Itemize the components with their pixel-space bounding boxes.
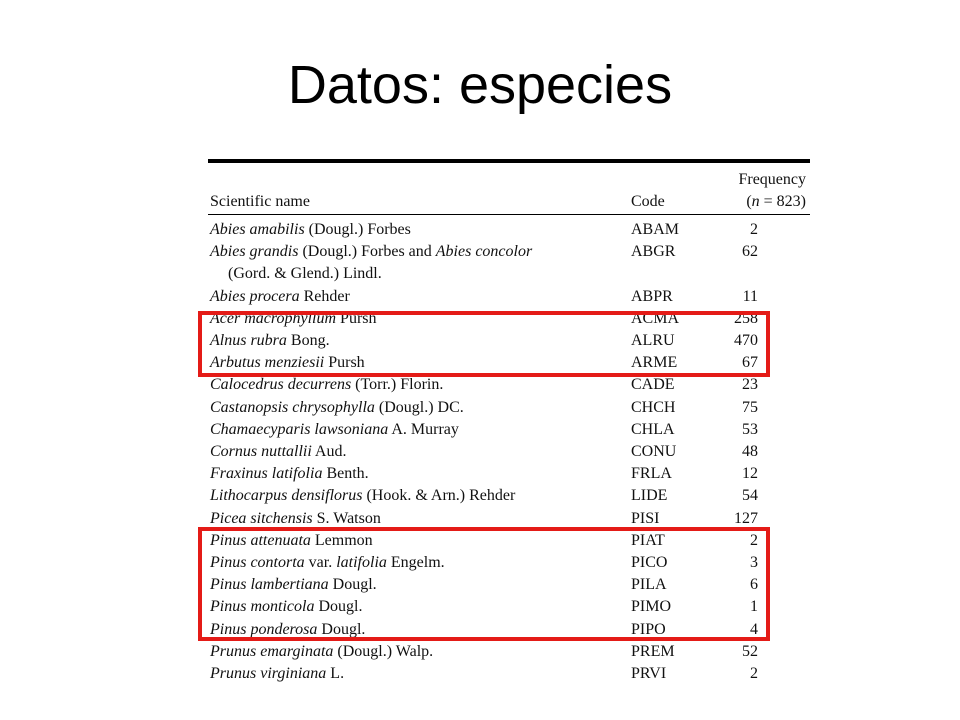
- code-cell: CHLA: [631, 420, 675, 438]
- code-cell: ABPR: [631, 287, 673, 305]
- authority-text: Lemmon: [310, 531, 373, 549]
- species-name: Pinus monticola: [210, 598, 315, 616]
- authority-text: Pursh: [336, 309, 377, 327]
- authority-text: L.: [326, 665, 345, 682]
- frequency-cell: 258: [734, 309, 758, 327]
- frequency-cell: 23: [742, 376, 758, 394]
- frequency-cell: 470: [734, 332, 758, 349]
- frequency-cell: 75: [742, 398, 758, 416]
- code-cell: CHCH: [631, 398, 676, 416]
- table-row: [208, 219, 810, 241]
- species-name: Pinus lambertiana: [210, 576, 329, 594]
- authority-text: (Hook. & Arn.) Rehder: [362, 487, 516, 505]
- species-name-secondary: Abies concolor: [435, 243, 533, 261]
- authority-text: Dougl.: [317, 620, 366, 638]
- frequency-cell: 12: [742, 465, 758, 483]
- frequency-cell: 3: [750, 554, 758, 571]
- authority-text: Aud.: [311, 443, 347, 460]
- table-row: [208, 374, 810, 396]
- species-name: Pinus ponderosa: [210, 620, 318, 638]
- species-name: Cornus nuttallii: [210, 443, 312, 460]
- header-n-value: = 823): [759, 193, 806, 210]
- authority-text: (Torr.) Florin.: [351, 376, 444, 394]
- table-row: [208, 397, 810, 419]
- species-name: Pinus contorta: [210, 554, 305, 571]
- species-name: Castanopsis chrysophylla: [210, 398, 375, 416]
- table-row: [208, 286, 810, 308]
- table-row: [208, 419, 810, 441]
- table-top-rule: [208, 159, 810, 163]
- authority-text: S. Watson: [312, 509, 381, 527]
- header-frequency-n: [746, 191, 806, 212]
- authority-text: (Gord. & Glend.) Lindl.: [228, 265, 382, 283]
- authority-text: (Dougl.) Walp.: [333, 642, 434, 660]
- table-row: [208, 241, 810, 263]
- species-name: Abies procera: [210, 287, 300, 305]
- authority-text: (Dougl.) Forbes and: [298, 243, 436, 261]
- highlight-box-acer-arbutus: [198, 311, 770, 377]
- species-name: Lithocarpus densiflorus: [210, 487, 363, 505]
- code-cell: PILA: [631, 576, 667, 594]
- authority-text: Dougl.: [314, 598, 363, 616]
- species-name: Fraxinus latifolia: [210, 465, 323, 483]
- scientific-name-cell: [210, 441, 346, 463]
- species-name: Picea sitchensis: [210, 509, 313, 527]
- code-cell: PICO: [631, 554, 668, 571]
- table-row: [208, 641, 810, 663]
- scientific-name-cell: [210, 663, 344, 685]
- slide-title: Datos: especies: [287, 55, 673, 115]
- frequency-cell: 62: [742, 243, 758, 261]
- authority-text: Pursh: [324, 354, 365, 372]
- authority-text: var.: [304, 554, 337, 571]
- table-row: [208, 263, 810, 285]
- scientific-name-cell: [210, 463, 369, 485]
- code-cell: CONU: [631, 443, 677, 460]
- code-cell: PRVI: [631, 665, 667, 682]
- species-name: Acer macrophyllum: [210, 309, 337, 327]
- code-cell: ABGR: [631, 243, 676, 261]
- frequency-cell: 4: [750, 620, 758, 638]
- scientific-name-cell: [210, 286, 350, 308]
- authority-text: (Dougl.) Forbes: [304, 221, 411, 238]
- species-name: Chamaecyparis lawsoniana: [210, 420, 389, 438]
- authority-text: Dougl.: [328, 576, 377, 594]
- frequency-cell: 54: [742, 487, 758, 505]
- frequency-cell: 2: [750, 221, 758, 238]
- species-name-secondary: latifolia: [336, 554, 387, 571]
- frequency-cell: 127: [734, 509, 758, 527]
- frequency-cell: 1: [750, 598, 758, 616]
- code-cell: LIDE: [631, 487, 668, 505]
- authority-text: Rehder: [299, 287, 350, 305]
- table-row: [208, 485, 810, 507]
- species-name: Arbutus menziesii: [210, 354, 325, 372]
- header-paren: (: [746, 193, 752, 210]
- frequency-cell: 48: [742, 443, 758, 460]
- header-code: Code: [631, 193, 665, 210]
- species-name: Calocedrus decurrens: [210, 376, 352, 394]
- frequency-cell: 6: [750, 576, 758, 594]
- code-cell: ARME: [631, 354, 678, 372]
- frequency-cell: 2: [750, 531, 758, 549]
- code-cell: ACMA: [631, 309, 680, 327]
- scientific-name-cell: [210, 641, 433, 663]
- code-cell: FRLA: [631, 465, 672, 483]
- species-name: Pinus attenuata: [210, 531, 311, 549]
- header-n-symbol: n: [751, 193, 760, 210]
- table-row: [208, 463, 810, 485]
- code-cell: ALRU: [631, 332, 675, 349]
- code-cell: PISI: [631, 509, 660, 527]
- header-frequency: Frequency: [738, 171, 806, 188]
- frequency-cell: 2: [750, 665, 758, 682]
- scientific-name-cell: [210, 485, 515, 507]
- species-name: Abies amabilis: [210, 221, 305, 238]
- table-row: [208, 441, 810, 463]
- code-cell: CADE: [631, 376, 675, 394]
- authority-text: A. Murray: [388, 420, 459, 438]
- scientific-name-cell: [210, 397, 464, 419]
- scientific-name-cell: [210, 419, 459, 441]
- table-header-rule: [208, 214, 810, 215]
- code-cell: PIAT: [631, 531, 665, 549]
- frequency-cell: 53: [742, 420, 758, 438]
- species-name: Prunus virginiana: [210, 665, 327, 682]
- species-name: Prunus emarginata: [210, 642, 334, 660]
- scientific-name-cell: [210, 241, 532, 263]
- code-cell: ABAM: [631, 221, 680, 238]
- authority-text: Benth.: [322, 465, 369, 483]
- highlight-box-pinus: [198, 527, 770, 641]
- authority-text-secondary: Engelm.: [386, 554, 445, 571]
- code-cell: PIPO: [631, 620, 666, 638]
- table-row: [208, 663, 810, 685]
- scientific-name-cell: [228, 263, 382, 285]
- authority-text: Bong.: [286, 332, 330, 349]
- frequency-cell: 52: [742, 642, 758, 660]
- code-cell: PIMO: [631, 598, 672, 616]
- scientific-name-cell: [210, 374, 443, 396]
- code-cell: PREM: [631, 642, 675, 660]
- scientific-name-cell: [210, 219, 411, 241]
- header-scientific-name: Scientific name: [210, 193, 310, 210]
- species-name: Alnus rubra: [210, 332, 287, 349]
- authority-text: (Dougl.) DC.: [374, 398, 464, 416]
- frequency-cell: 67: [742, 354, 758, 372]
- species-name: Abies grandis: [210, 243, 299, 261]
- frequency-cell: 11: [742, 287, 758, 305]
